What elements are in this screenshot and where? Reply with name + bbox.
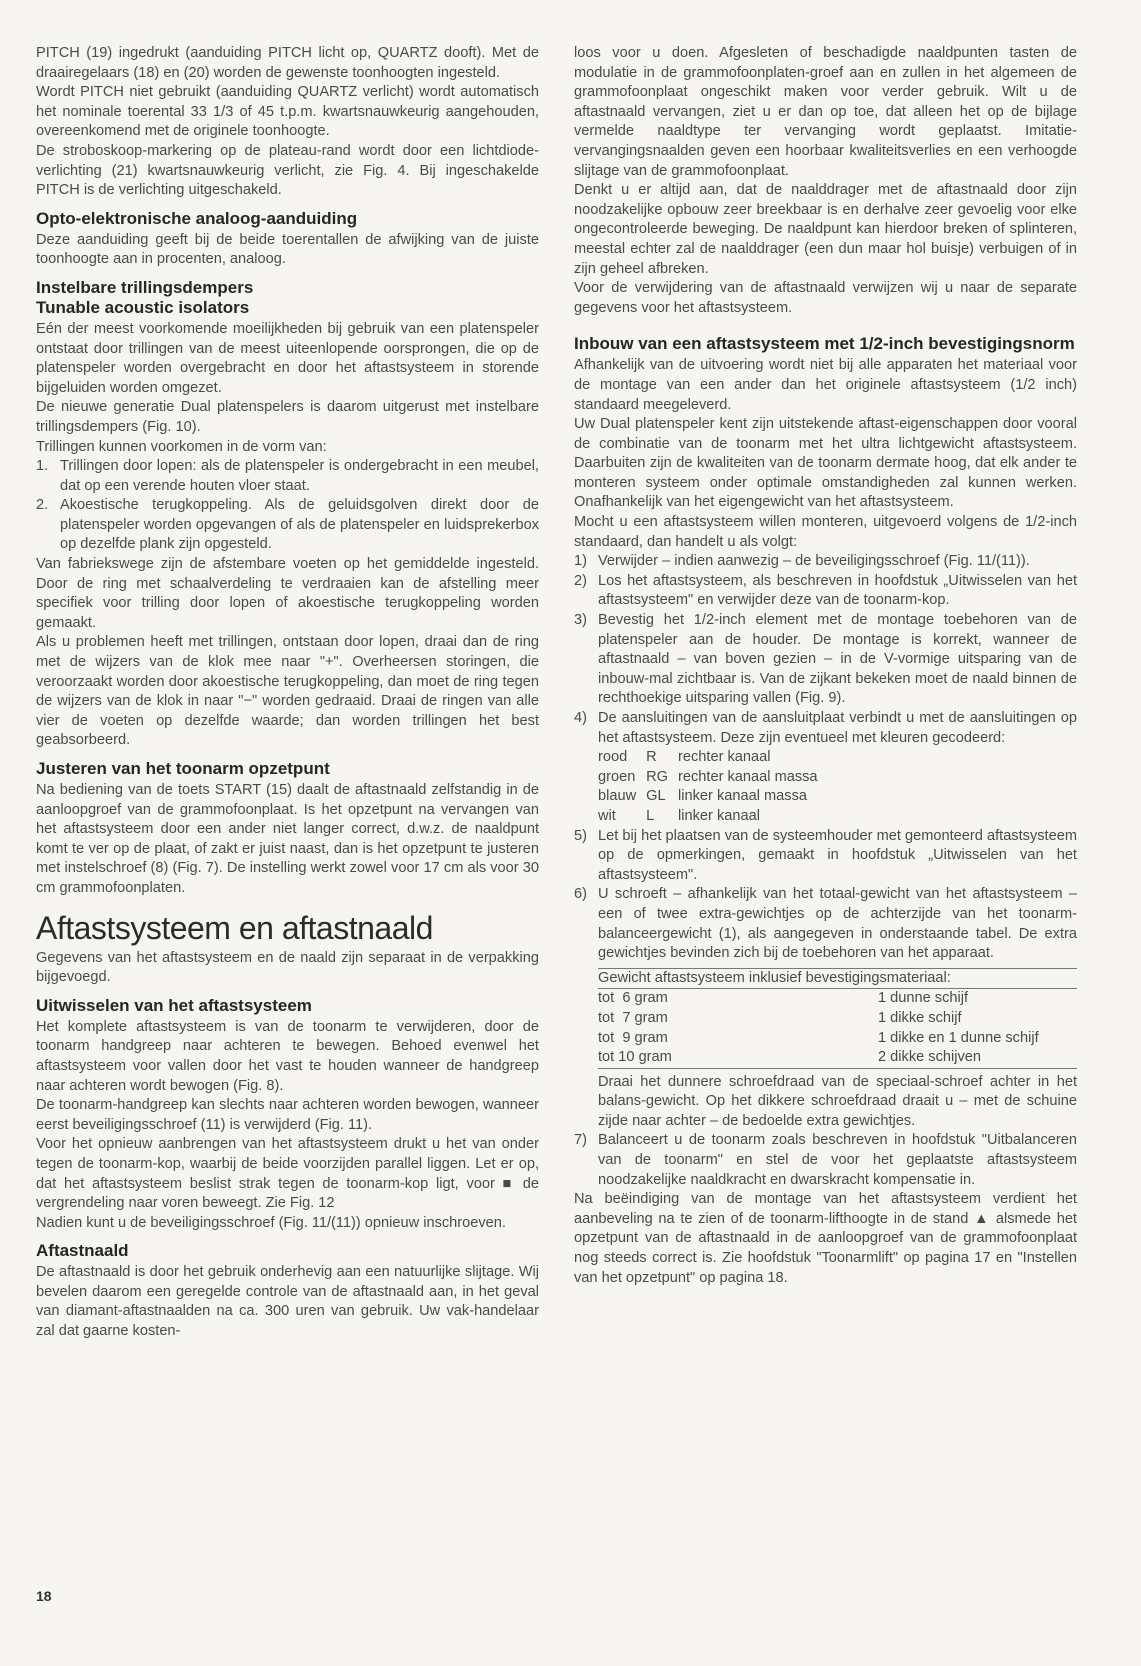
left-column [36, 44, 539, 1342]
isolators-paragraph-3: Trillingen kunnen voorkomen in de vorm van: [36, 438, 327, 455]
uitwisselen-paragraph-4: Nadien kunt u de beveiligingsschroef (Fig. 11/(11)) opnieuw inschroeven. [36, 1214, 506, 1231]
list-item: 2. Akoestische terugkoppeling. Als de geluidsgolven direkt door de platenspeler worden opgevangen of als de platenspeler en luidsprekerbox op dezelfde plank zijn opgesteld. [36, 497, 539, 553]
final-paragraph: Na beëindiging van de montage van het aftastsysteem verdient het aanbeveling na te zien of de toonarm-lifthoogte in de stand ▲ alsmede het opzetpunt van de aftastnaald in de aanloopgroef van de grammofoonplaat nog steeds correct is. Zie hoofdstuk "Toonarmlift" op pagina 17 en "Instellen van het opzetpunt" op pagina 18. [574, 1191, 1077, 1286]
table-row: rood R rechter kanaal [598, 749, 771, 766]
isolators-paragraph-5: Als u problemen heeft met trillingen, ontstaan door lopen, draai dan de ring met de wijzers van de klok mee naar "+". Overheersen storingen, die veroorzaakt worden door akoestische terugkoppeling, dan moet de ring tegen de wijzers van de klok in naar "−" worden gedraaid. Draai de ringen van alle vier de voeten op dezelfde waarde; dan worden trillingen het best geabsorbeerd. [36, 634, 539, 749]
opto-heading: Opto-elektronische analoog-aanduiding [36, 208, 358, 228]
intro-paragraph-1: PITCH (19) ingedrukt (aanduiding PITCH licht op, QUARTZ dooft). Met de draairegelaars (18) en (20) worden de gewenste toonhoogten ingesteld. [36, 45, 539, 81]
inbouw-paragraph-1: Afhankelijk van de uitvoering wordt niet bij alle apparaten het materiaal voor de montage van een ander dan het originele aftastsysteem (1/2 inch) standaard meegeleverd. [574, 357, 1077, 413]
uitwisselen-paragraph-1: Het komplete aftastsysteem is van de toonarm te verwijderen, door de toonarm handgreep naar achteren te bewegen. Behoed evenwel het aftastsysteem voor vallen door het vast te houden wanneer de handgreep naar achteren wordt bewogen (Fig. 8). [36, 1018, 539, 1094]
list-item: 1. Trillingen door lopen: als de platenspeler is ondergebracht in een meubel, dat op een verende houten vloer staat. [36, 458, 539, 494]
isolators-subheading: Tunable acoustic isolators [36, 297, 250, 317]
justeren-heading: Justeren van het toonarm opzetpunt [36, 759, 330, 778]
after-table-text: Draai het dunnere schroefdraad van de speciaal-schroef achter in het balans-gewicht. Op het dikkere schroefdraad draait u – met de schuine zijde naar achter – de bedoelde extra gewichtjes. [598, 1073, 1077, 1129]
list-item: 4) De aansluitingen van de aansluitplaat verbindt u met de aansluitingen op het aftastsysteem. Deze zijn eventueel met kleuren gecodeerd: [574, 710, 1077, 746]
inbouw-paragraph-3: Mocht u een aftastsysteem willen monteren, uitgevoerd volgens de 1/2-inch standaard, dan handelt u als volgt: [574, 514, 1077, 550]
intro-paragraph-3: De stroboskoop-markering op de plateau-rand wordt door een lichtdiode-verlichting (21) kwartsnauwkeurig verlicht, zie Fig. 4. Bij ingeschakelde PITCH is de verlichting uitgeschakeld. [36, 142, 539, 199]
uitwisselen-heading: Uitwisselen van het aftastsysteem [36, 995, 312, 1015]
vibration-list [36, 457, 539, 555]
uitwisselen-paragraph-2: De toonarm-handgreep kan slechts naar achteren worden bewogen, wanneer eerst beveiligingsschroef (11) is verwijderd (Fig. 11). [36, 1097, 539, 1133]
isolators-heading: Instelbare trillingsdempers [36, 277, 254, 297]
isolators-paragraph-1: Eén der meest voorkomende moeilijkheden bij gebruik van een platenspeler ontstaat door trillingen van de meest uiteenlopende oorsprongen, die op de platenspeler worden overgebracht en door het aftastsysteem in storende bijgeluiden worden omgezet. [36, 320, 539, 396]
list-item: 3) Bevestig het 1/2-inch element met de montage toebehoren van de platenspeler aan de houder. De montage is korrekt, wanneer de aftastnaald – van boven gezien – in de V-vormige uitsparing van de inbouw-mal zichtbaar is. Van de zijkant bekeken moet de naald binnen de rechthoekige uitsparing vallen (Fig. 9). [574, 612, 1077, 707]
list-item: 7) Balanceert u de toonarm zoals beschreven in hoofdstuk "Uitbalanceren van de toonarm" en stel de voor het geplaatste aftastsysteem noodzakelijke naaldkracht en dwarskracht kompensatie in. [574, 1132, 1077, 1188]
justeren-text: Na bediening van de toets START (15) daalt de aftastnaald zelfstandig in de aanloopgroef van de grammofoonplaat. Is het opzetpunt na vervangen van het aftastsysteem door een ander niet langer correct, d.w.z. de naaldpunt komt te ver op de plaat, of zakt er juist naast, dan is het opzetpunt te justeren met instelschroef (8) (Fig. 7). De instelling werkt zowel voor 17 cm als voor 30 cm grammofoonplaten. [36, 782, 539, 896]
uitwisselen-paragraph-3: Voor het opnieuw aanbrengen van het aftastsysteem drukt u het van onder tegen de toonarm-kop, waarbij de beide voorzijden parallel liggen. Let er op, dat het aftastsysteem beslist strak tegen de toonarm-kop ligt, voor ■ de vergrendeling naar voren beweegt. Zie Fig. 12 [36, 1136, 539, 1212]
list-item: 1) Verwijder – indien aanwezig – de beveiligingsschroef (Fig. 11/(11)). [574, 553, 1030, 570]
inbouw-heading: Inbouw van een aftastsysteem met 1/2-inch bevestigingsnorm [574, 334, 1075, 354]
color-code-table [598, 748, 828, 826]
right-column [574, 44, 1077, 1288]
continued-paragraph-1: loos voor u doen. Afgesleten of beschadigde naaldpunten tasten de modulatie in de grammofoonplaten-groef aan en zullen in het algemeen de grammofoonplaat ongeschikt maken voor verder gebruik. Wilt u de aftastnaald vervangen, ziet u er dan op toe, dat alleen het op de bijlage vermelde naaldtype ter vervanging wordt geplaatst. Imitatie-vervangingsnaalden geven een hoorbaar kwaliteitsverlies en een verhoogde slijtage van de grammofoonplaat. [574, 45, 1077, 179]
table-row: blauw GL linker kanaal massa [598, 788, 808, 805]
list-item: 2) Los het aftastsysteem, als beschreven in hoofdstuk „Uitwisselen van het aftastsysteem" en verwijder deze van de toonarm-kop. [574, 572, 1077, 609]
inbouw-paragraph-2: Uw Dual platenspeler kent zijn uitstekende aftast-eigenschappen door vooral de combinatie van de toonarm met het ultra lichtgewicht aftastsysteem. Daarbuiten zijn de kwaliteiten van de toonarm dermate hoog, dat elk ander te monteren systeem onder optimale omstandigheden zal kunnen werken. Onafhankelijk van het eigengewicht van het aftastsysteem. [574, 416, 1077, 511]
continued-paragraph-3: Voor de verwijdering van de aftastnaald verwijzen wij u naar de separate gegevens voor het aftastsysteem. [574, 280, 1077, 316]
section-title: Aftastsysteem en aftastnaald [36, 909, 433, 946]
table-row: tot 9 gram 1 dikke en 1 dunne schijf [598, 1029, 1039, 1046]
section-intro: Gegevens van het aftastsysteem en de naald zijn separaat in de verpakking bijgevoegd. [36, 949, 539, 986]
intro-paragraph-2: Wordt PITCH niet gebruikt (aanduiding QUARTZ verlicht) wordt automatisch het nominale toerental 33 1/3 of 45 t.p.m. kwartsnauwkeurig aangehouden, overeenkomend met de originele toonhoogte. [36, 84, 539, 140]
aftastnaald-text: De aftastnaald is door het gebruik onderhevig aan een natuurlijke slijtage. Wij bevelen daarom een geregelde controle van de aftastnaald aan, in het geval van diamant-aftastnaalden na ca. 300 uren van gebruik. Uw vak-handelaar zal dat gaarne kosten- [36, 1264, 539, 1340]
list-item: 5) Let bij het plaatsen van de systeemhouder met gemonteerd aftastsysteem op de opmerkingen, gemaakt in hoofdstuk „Uitwisselen van het aftastsysteem". [574, 827, 1077, 883]
mounting-steps-continued [574, 827, 1077, 964]
page-number: 18 [36, 1588, 52, 1604]
list-item: 6) U schroeft – afhankelijk van het totaal-gewicht van het aftastsysteem – een of twee extra-gewichtjes op de achterzijde van het toonarm-balanceergewicht (1), als aangegeven in onderstaande tabel. De extra gewichtjes bevinden zich bij de toebehoren van het apparaat. [574, 886, 1077, 962]
table-row: tot 10 gram 2 dikke schijven [598, 1049, 982, 1066]
aftastnaald-heading: Aftastnaald [36, 1241, 129, 1261]
mounting-steps [574, 552, 1077, 748]
table-row: tot 7 gram 1 dikke schijf [598, 1009, 962, 1026]
table-row: wit L linker kanaal [598, 807, 760, 824]
mounting-step-7 [574, 1131, 1077, 1190]
table-row: groen RG rechter kanaal massa [598, 768, 818, 785]
weight-table-caption: Gewicht aftastsysteem inklusief bevestigingsmateriaal: [598, 969, 1077, 990]
continued-paragraph-2: Denkt u er altijd aan, dat de naalddrager met de aftastnaald door zijn noodzakelijke opbouw zeer breekbaar is en derhalve zeer gevoelig voor elke ongecontroleerde beweging. De naaldpunt kan hierdoor breken of splinteren, meestal echter zal de naalddrager (een dun maar hol buisje) verbuigen of in zijn geheel afbreken. [574, 182, 1077, 277]
weight-table [598, 968, 1077, 1069]
table-row: tot 6 gram 1 dunne schijf [598, 990, 969, 1007]
opto-text: Deze aanduiding geeft bij de beide toerentallen de afwijking van de juiste toonhoogte aan in procenten, analoog. [36, 231, 539, 268]
isolators-paragraph-2: De nieuwe generatie Dual platenspelers is daarom uitgerust met instelbare trillingsdempers (Fig. 10). [36, 399, 539, 435]
isolators-paragraph-4: Van fabriekswege zijn de afstembare voeten op het gemiddelde ingesteld. Door de ring met schaalverdeling te verdraaien kan de afstelling meer specifiek voor trilling door lopen of akoestische terugkoppeling worden gemaakt. [36, 556, 539, 631]
